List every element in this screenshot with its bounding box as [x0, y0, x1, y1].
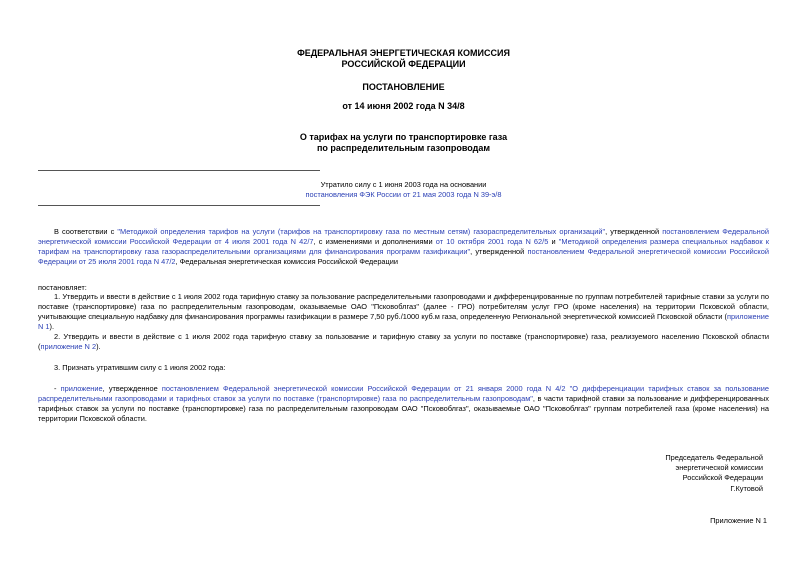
appendix-2-link[interactable]: приложение N 2	[40, 342, 97, 351]
header-line-1: ФЕДЕРАЛЬНАЯ ЭНЕРГЕТИЧЕСКАЯ КОМИССИЯ	[297, 48, 510, 58]
methodology-link-2[interactable]: "Методикой определения размера специальных надбавок к тарифам на транспортировку газа газораспределительными организациями для финансирования программ газификации"	[38, 237, 769, 256]
signature-line-1: Председатель Федеральной	[665, 453, 763, 462]
decree-link-47-2[interactable]: постановлением Федеральной энергетической комиссии Российской Федерации от 25 июля 2001 года N 47/2	[38, 247, 769, 266]
decree-link-4-2[interactable]: постановлением Федеральной энергетической комиссии Российской Федерации от 21 января 2000 года N 4/2 "О дифференциации тарифных ставок за пользование распределительными газопроводами и тарифных ставок за услуги по поставке (транспортировке) газа по распределительным газопроводам"	[38, 384, 770, 403]
paragraph-3: 3. Признать утратившим силу с 1 июля 2002 года:	[54, 363, 226, 372]
signature-line-3: Российской Федерации	[682, 473, 763, 482]
divider-bottom	[38, 205, 320, 206]
validity-link[interactable]: постановления ФЭК России от 21 мая 2003 года N 39-э/8	[305, 190, 502, 199]
decree-link-42-7[interactable]: постановлением Федеральной энергетической комиссии Российской Федерации от 4 июля 2001 года N 42/7	[38, 227, 769, 246]
paragraph-4: - приложение, утвержденное постановлением Федеральной энергетической комиссии Российской Федерации от 21 января 2000 года N 4/2 "О дифференциации тарифных ставок за пользование распределительными газопроводами и тарифных ставок за услуги по поставке (транспортировке) газа по распределительным газопроводам", в части тарифной ставки за пользование и дифференцированных тарифных ставок за услуги по поставке (транспортировке) газа по распределительным газопроводам ОАО "Псковоблгаз", оказываемые ОАО "Псковоблгаз" группам потребителей газа (кроме населения) на территории Псковской области.	[38, 384, 770, 423]
paragraph-2: 2. Утвердить и ввести в действие с 1 июля 2002 года тарифную ставку за пользование и тарифную ставку за услуги по поставке (транспортировке) газа, реализуемого населению Псковской области (приложение N 2).	[38, 332, 769, 351]
validity-line: Утратило силу с 1 июня 2003 года на основании	[320, 180, 487, 189]
methodology-link-1[interactable]: "Методикой определения тарифов на услуги (тарифов на транспортировку газа по местным сетям) газораспределительных организаций"	[117, 227, 606, 236]
decree-word: постановляет:	[38, 283, 87, 292]
paragraph-1: 1. Утвердить и ввести в действие с 1 июля 2002 года тарифную ставку за пользование распределительными газопроводами и дифференцированные по группам потребителей тарифные ставки за услуги по поставке (транспортировке) газа по распределительным газопроводам, оказываемые ОАО "Псковоблгаз" (далее - ГРО) потребителям услуг ГРО (кроме населения) на территории Псковской области, учитывающие специальную надбавку для финансирования программы газификации в размере 7,50 руб./1000 куб.м газа, определенную Региональной энергетической комиссией Псковской области (приложение N 1).	[38, 292, 769, 331]
signature-line-2: энергетической комиссии	[675, 463, 763, 472]
preamble-paragraph: В соответствии с "Методикой определения тарифов на услуги (тарифов на транспортировку газа по местным сетям) газораспределительных организаций", утвержденной постановлением Федеральной энергетической комиссии Российской Федерации от 4 июля 2001 года N 42/7, с изменениями и дополнениями от 10 октября 2001 года N 62/5 и "Методикой определения размера специальных надбавок к тарифам на транспортировку газа газораспределительными организациями для финансирования программ газификации", утвержденной постановлением Федеральной энергетической комиссии Российской Федерации от 25 июля 2001 года N 47/2, Федеральная энергетическая комиссия Российской Федерации	[38, 227, 769, 266]
validity-link-line	[0, 190, 807, 200]
appendix-label: Приложение N 1	[710, 516, 767, 525]
divider-top	[38, 170, 320, 171]
appendix-link[interactable]: приложение	[60, 384, 103, 393]
signature-name: Г.Кутовой	[730, 484, 763, 493]
header-line-2: РОССИЙСКОЙ ФЕДЕРАЦИИ	[341, 59, 466, 69]
appendix-1-link[interactable]: приложение N 1	[38, 312, 769, 331]
doc-type: ПОСТАНОВЛЕНИЕ	[362, 82, 445, 92]
doc-title-line-2: по распределительным газопроводам	[316, 143, 490, 153]
doc-title-line-1: О тарифах на услуги по транспортировке газа	[299, 132, 508, 142]
decree-link-62-5[interactable]: от 10 октября 2001 года N 62/5	[435, 237, 549, 246]
doc-date-number: от 14 июня 2002 года N 34/8	[342, 101, 465, 111]
